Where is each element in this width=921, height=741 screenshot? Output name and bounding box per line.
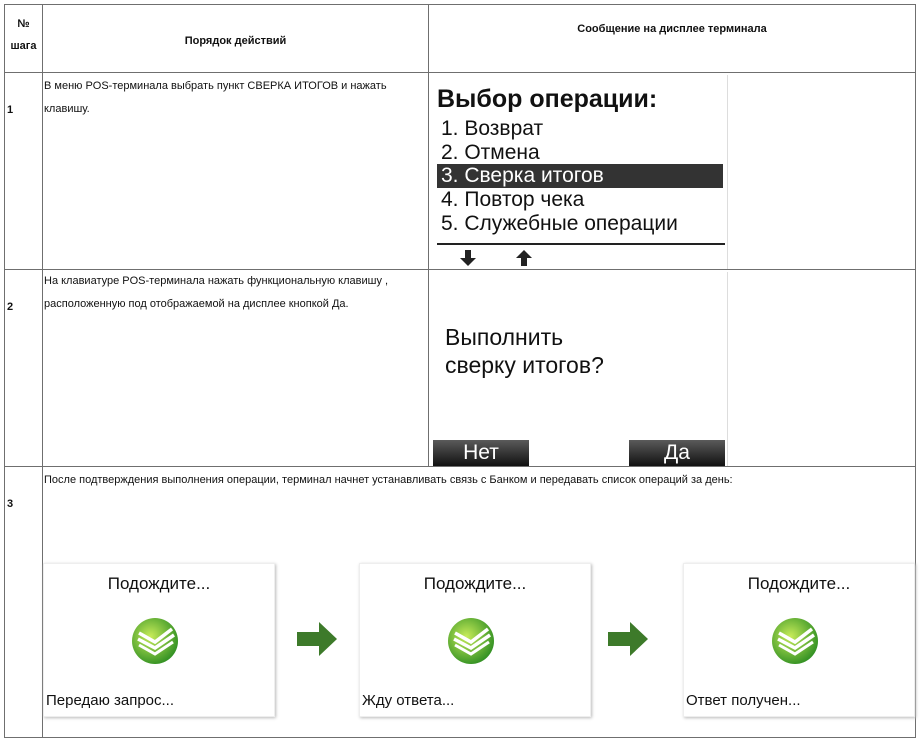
wait-status: Передаю запрос... <box>46 692 175 709</box>
confirm-line2: сверку итогов? <box>445 352 604 378</box>
row2-text-cell <box>42 269 429 467</box>
sberbank-logo-icon <box>446 616 496 666</box>
wait-status: Жду ответа... <box>362 692 455 709</box>
header-display: Сообщение на дисплее терминала <box>577 23 767 35</box>
wait-title: Подождите... <box>107 574 211 593</box>
menu-divider <box>437 243 725 245</box>
menu-item-cancel[interactable]: 2. Отмена <box>441 141 540 164</box>
menu-item-service[interactable]: 5. Служебные операции <box>441 212 678 235</box>
wait-title: Подождите... <box>423 574 527 593</box>
header-step: № шага <box>10 18 37 52</box>
arrow-right-icon <box>608 622 648 656</box>
row1-display-cell <box>428 72 916 270</box>
row2-num: 2 <box>7 301 14 313</box>
row2-display-cell <box>428 269 916 467</box>
row3-num: 3 <box>7 498 14 510</box>
row3-num-cell <box>4 466 43 738</box>
arrow-up-icon[interactable] <box>515 249 533 267</box>
row1-num: 1 <box>7 104 14 116</box>
arrow-right-icon <box>297 622 337 656</box>
wait-screen-received <box>683 563 915 717</box>
row2-text: На клавиатуре POS-терминала нажать функциональную клавишу , расположенную под отображаемой на дисплее кнопкой Да. <box>44 275 389 310</box>
menu-title: Выбор операции: <box>437 85 658 113</box>
header-step-cell <box>4 4 43 73</box>
confirm-screen <box>431 272 728 466</box>
wait-screen-waiting <box>359 563 591 717</box>
yes-softkey-button[interactable]: Да <box>629 440 725 466</box>
arrow-down-icon[interactable] <box>459 249 477 267</box>
sberbank-logo-icon <box>770 616 820 666</box>
wait-status: Ответ получен... <box>686 692 801 709</box>
row3-text: После подтверждения выполнения операции, терминал начнет устанавливать связь с Банком и передавать список операций за день: <box>44 474 733 486</box>
menu-item-reconciliation[interactable]: 3. Сверка итогов <box>437 164 723 188</box>
row2-num-cell <box>4 269 43 467</box>
wait-title: Подождите... <box>747 574 851 593</box>
no-softkey-button[interactable]: Нет <box>433 440 529 466</box>
row1-text-cell <box>42 72 429 270</box>
row1-num-cell <box>4 72 43 270</box>
row3-content-cell <box>42 466 916 738</box>
sberbank-logo-icon <box>130 616 180 666</box>
header-display-cell <box>428 4 916 73</box>
confirm-line1: Выполнить <box>445 324 564 350</box>
menu-item-return[interactable]: 1. Возврат <box>441 117 544 140</box>
header-actions-cell <box>42 4 429 73</box>
row1-text: В меню POS-терминала выбрать пункт СВЕРКА ИТОГОВ и нажать клавишу. <box>44 80 387 115</box>
menu-screen <box>431 75 728 269</box>
wait-screen-sending <box>43 563 275 717</box>
header-actions: Порядок действий <box>184 35 287 47</box>
menu-item-repeat-receipt[interactable]: 4. Повтор чека <box>441 188 585 211</box>
